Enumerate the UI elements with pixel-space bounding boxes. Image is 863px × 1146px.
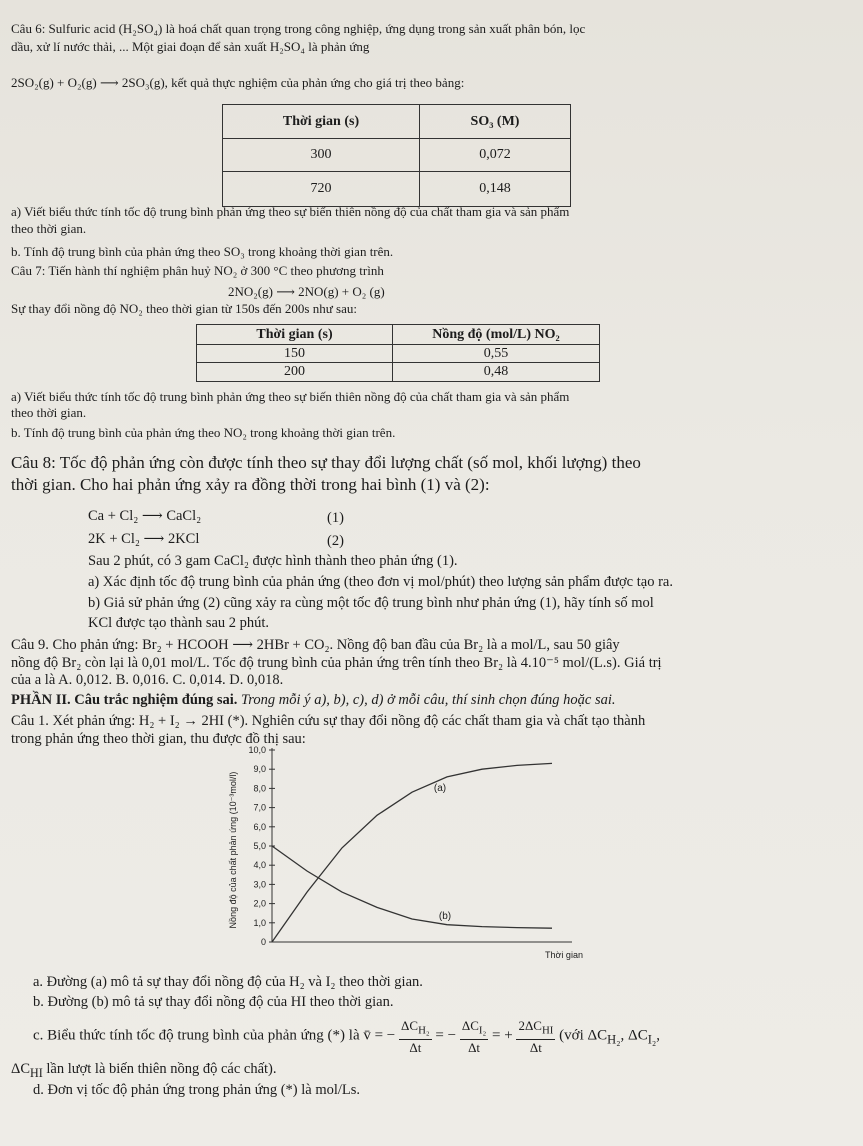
y-tick-label: 6,0 (253, 821, 266, 832)
part2-heading: PHẦN II. Câu trắc nghiệm đúng sai. (11, 692, 238, 708)
q8-reaction-2: 2K + Cl₂ ⟶ 2KCl (88, 531, 200, 547)
q7-table-cell: 200 (197, 363, 393, 382)
option-c-prefix: c. Biểu thức tính tốc độ trung bình của phản ứng (*) là v̄ = − (33, 1027, 396, 1044)
series-line-b (272, 846, 552, 928)
q7-qa-line1: a) Viết biểu thức tính tốc độ trung bình phản ứng theo sự biến thiên nồng độ của chất tham gia và sản phẩm (11, 389, 570, 404)
q8-line3: Sau 2 phút, có 3 gam CaCl₂ được hình thành theo phản ứng (1). (88, 553, 458, 569)
q8-qb-line1: b) Giả sử phản ứng (2) cũng xảy ra cùng một tốc độ trung bình như phản ứng (1), hãy tính số mol (88, 595, 654, 611)
series-label-b: (b) (438, 911, 452, 922)
q6-table-cell: 0,148 (420, 172, 571, 207)
option-c-minus: = − (435, 1027, 460, 1044)
part2-heading-line (11, 691, 616, 709)
x-axis-label: Thời gian (545, 950, 583, 960)
y-tick-label: 2,0 (253, 898, 266, 909)
q6-line3: 2SO₂(g) + O₂(g) ⟶ 2SO₃(g), kết quả thực nghiệm của phản ứng cho giá trị theo bảng: (11, 75, 465, 90)
q6-qb: b. Tính độ trung bình của phản ứng theo SO₃ trong khoảng thời gian trên. (11, 244, 394, 259)
q6-line1: Câu 6: Sulfuric acid (H₂SO₄) là hoá chất quan trọng trong công nghiệp, ứng dụng trong sản xuất phân bón, lọc (11, 21, 586, 36)
option-c-plus: = + (492, 1027, 517, 1044)
q8-line2: thời gian. Cho hai phản ứng xảy ra đồng thời trong hai bình (1) và (2): (11, 475, 490, 494)
q8-reaction-2-number: (2) (327, 533, 344, 549)
part2-q1-line2: trong phản ứng theo thời gian, thu được đồ thị sau: (11, 731, 306, 747)
part2-instruction: Trong mỗi ý a), b), c), d) ở mỗi câu, thí sinh chọn đúng hoặc sai. (237, 692, 616, 708)
y-tick-label: 4,0 (253, 860, 266, 871)
q9-line1 (11, 636, 620, 654)
q7-equation: 2NO₂(g) ⟶ 2NO(g) + O₂ (g) (228, 284, 385, 299)
series-label-a: (a) (433, 783, 447, 794)
q8-qa: a) Xác định tốc độ trung bình của phản ứng (theo đơn vị mol/phút) theo lượng sản phẩm được tạo ra. (88, 574, 673, 590)
q7-qa-line2: theo thời gian. (11, 405, 87, 420)
q6-table (222, 104, 571, 207)
q7-qb: b. Tính độ trung bình của phản ứng theo NO₂ trong khoảng thời gian trên. (11, 425, 396, 440)
concentration-chart (222, 745, 602, 965)
q7-table-cell: 0,55 (393, 345, 600, 363)
q6-qa-line1: a) Viết biểu thức tính tốc độ trung bình phản ứng theo sự biến thiên nồng độ của chất tham gia và sản phẩm (11, 204, 570, 219)
option-c-suffix: (với ΔC (559, 1027, 608, 1044)
part2-option-a: a. Đường (a) mô tả sự thay đổi nồng độ của H₂ và I₂ theo thời gian. (33, 974, 423, 990)
y-tick-label: 9,0 (253, 764, 266, 775)
q8-reaction-1: Ca + Cl₂ ⟶ CaCl₂ (88, 508, 202, 524)
part2-option-c: c. Biểu thức tính tốc độ trung bình của phản ứng (*) là v̄ = − $\frac{\Delta C_{H_2}}{\Delta t}$ = − $\frac{\Delta C_{I_2}}{\Delta t}$ = + $\frac{2\Delta C_{HI}}{\Delta t}$ (với $\Delta C_{H_2}$, $\Delta C_{I_2}$, (33, 1018, 660, 1055)
q9-line2: nồng độ Br₂ còn lại là 0,01 mol/L. Tốc độ trung bình của phản ứng trên tính theo Br₂ là 4.10⁻⁵ mol/(L.s). Giá trị (11, 655, 662, 671)
y-tick-label: 5,0 (253, 841, 266, 851)
q6-table-cell: 720 (223, 172, 420, 207)
y-tick-label: 0 (260, 937, 266, 947)
y-tick-label: 1,0 (253, 917, 266, 928)
q9-text: Câu 9. Cho phản ứng: Br₂ + HCOOH ⟶ 2HBr + CO₂. Nồng độ ban đầu của Br₂ là a mol/L, sau 50 giây (11, 637, 620, 653)
part2-option-c-line2: $\Delta C_{HI}$ lần lượt là biến thiên nồng độ các chất). (11, 1061, 277, 1080)
part2-option-d: d. Đơn vị tốc độ phản ứng trong phản ứng (*) là mol/Ls. (33, 1082, 361, 1098)
q7-table-header: Nồng độ (mol/L) NO₂ (393, 325, 600, 345)
option-c-line2-rest: lần lượt là biến thiên nồng độ các chất). (42, 1061, 277, 1077)
q6-table-header: Thời gian (s) (223, 105, 420, 139)
y-tick-label: 7,0 (253, 802, 266, 813)
q7-table-header: Thời gian (s) (197, 325, 393, 345)
q6-table-cell: 0,072 (420, 139, 571, 172)
q8-qb-line2: KCl được tạo thành sau 2 phút. (88, 615, 270, 631)
option-c-line2-start: ΔC (11, 1061, 30, 1077)
q6-table-header: SO₃ (M) (420, 105, 571, 139)
q9-line3: của a là A. 0,012. B. 0,016. C. 0,014. D. 0,018. (11, 672, 284, 688)
q7-table-cell: 0,48 (393, 363, 600, 382)
y-tick-label: 3,0 (253, 879, 266, 890)
part2-q1-line1: Câu 1. Xét phản ứng: H₂ + I₂ → 2HI (*). Nghiên cứu sự thay đổi nồng độ các chất tham gia và chất tạo thành (11, 713, 646, 729)
q7-line1: Câu 7: Tiến hành thí nghiệm phân huỷ NO₂ ở 300 °C theo phương trình (11, 263, 384, 278)
fraction-hi: $\frac{2\Delta C_{HI}}{\Delta t}$ (518, 1018, 554, 1055)
q8-line1: Câu 8: Tốc độ phản ứng còn được tính theo sự thay đổi lượng chất (số mol, khối lượng) theo (11, 453, 641, 472)
fraction-i2: $\frac{\Delta C_{I_2}}{\Delta t}$ (461, 1018, 487, 1055)
q6-qa-line2: theo thời gian. (11, 221, 87, 236)
q7-table (196, 324, 600, 382)
q7-line2: Sự thay đổi nồng độ NO₂ theo thời gian từ 150s đến 200s như sau: (11, 301, 357, 316)
y-axis-label: Nồng độ của chất phản ứng (10⁻³mol/l) (228, 771, 238, 929)
q6-table-cell: 300 (223, 139, 420, 172)
q6-line2: dầu, xử lí nước thải, ... Một giai đoạn để sản xuất H₂SO₄ là phản ứng (11, 39, 370, 54)
q8-reaction-1-number: (1) (327, 510, 344, 526)
fraction-h2: $\frac{\Delta C_{H_2}}{\Delta t}$ (401, 1018, 430, 1055)
q7-table-cell: 150 (197, 345, 393, 363)
part2-option-b: b. Đường (b) mô tả sự thay đổi nồng độ của HI theo thời gian. (33, 994, 394, 1010)
y-tick-label: 10,0 (248, 745, 266, 755)
series-line-a (272, 763, 552, 942)
y-tick-label: 8,0 (253, 783, 266, 794)
